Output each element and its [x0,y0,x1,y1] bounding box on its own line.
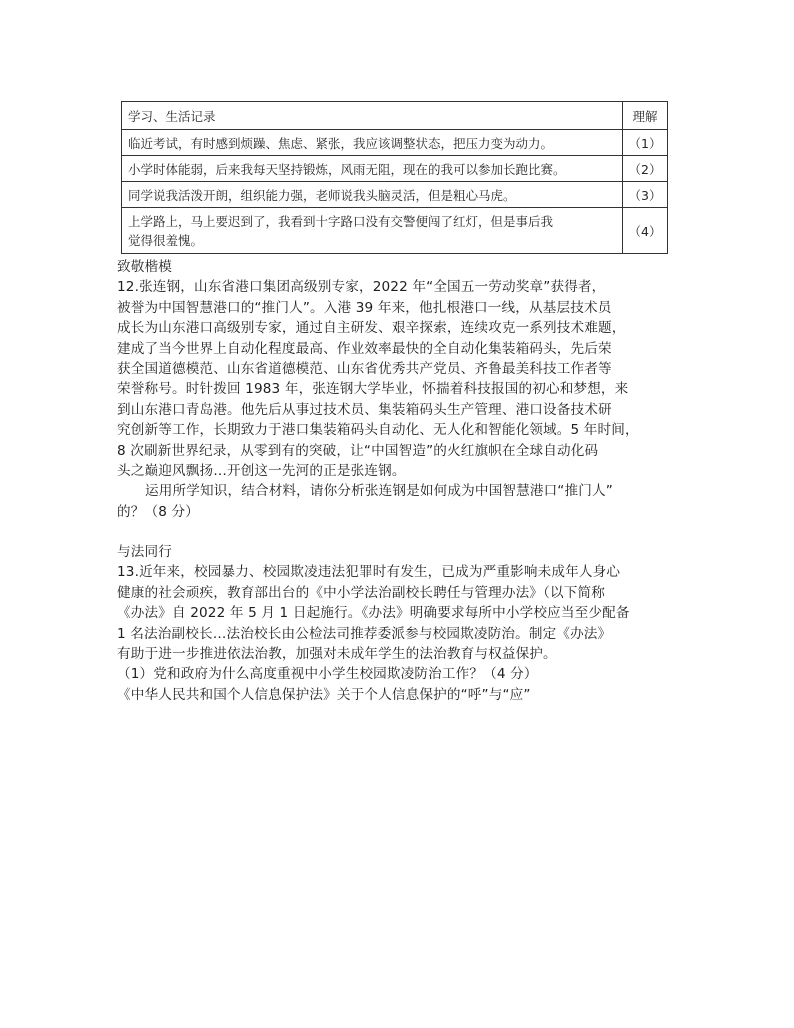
section-law [117,542,685,705]
extra-line: 《中华人民共和国个人信息保护法》关于个人信息保护的“呼”与“应” [117,686,531,703]
paragraph-line: 获全国道德模范、山东省道德模范、山东省优秀共产党员、齐鲁最美科技工作者等 [117,361,612,378]
record-cell: 同学说我活泼开朗，组织能力强，老师说我头脑灵活，但是粗心马虎。 [122,182,623,208]
paragraph-line: 1 名法治副校长…法治校长由公检法司推荐委派参与校园欺凌防治。制定《办法》 [117,625,612,642]
paragraph-line: 被誉为中国智慧港口的“推门人”。入港 39 年来，他扎根港口一线，从基层技术员 [117,299,612,316]
table-row [122,208,668,254]
section-heading: 致敬楷模 [117,259,172,275]
paragraph-line: 荣誉称号。时针拨回 1983 年，张连钢大学毕业，怀揣着科技报国的初心和梦想，来 [117,381,629,398]
record-table [121,101,668,254]
paragraph-line: 成长为山东港口高级别专家，通过自主研发、艰辛探索，连续攻克一系列技术难题， [117,320,626,337]
paragraph-line: 12.张连钢，山东省港口集团高级别专家，2022 年“全国五一劳动奖章”获得者， [117,279,606,296]
record-line: 上学路上，马上要迟到了，我看到十字路口没有交警便闯了红灯，但是事后我 [128,213,554,229]
paragraph-line: 健康的社会顽疾，教育部出台的《中小学法治副校长聘任与管理办法》（以下简称 [117,584,605,601]
record-line: 觉得很羞愧。 [128,232,204,248]
paragraph-line: 到山东港口青岛港。他先后从事过技术员、集装箱码头生产管理、港口设备技术研 [117,401,612,418]
record-cell: 临近考试，有时感到烦躁、焦虑、紧张，我应该调整状态，把压力变为动力。 [122,130,623,156]
mark-cell: （2） [623,156,668,182]
table-row [122,156,668,182]
table-row [122,130,668,156]
record-cell [122,208,623,254]
table-row [122,182,668,208]
mark-cell: （3） [623,182,668,208]
mark-cell: （1） [623,130,668,156]
record-cell: 小学时体能弱，后来我每天坚持锻炼，风雨无阻，现在的我可以参加长跑比赛。 [122,156,623,182]
header-understanding: 理解 [623,102,668,130]
question-line: （1）党和政府为什么高度重视中小学生校园欺凌防治工作？（4 分） [117,666,538,683]
mark-cell: （4） [623,208,668,254]
paragraph-line: 究创新等工作，长期致力于港口集装箱码头自动化、无人化和智能化领域。5 年时间， [117,422,639,439]
paragraph-line: 有助于进一步推进依法治教，加强对未成年学生的法治教育与权益保护。 [117,646,557,663]
section-heading: 与法同行 [117,544,172,560]
table-header-row [122,102,668,130]
section-tribute [117,257,685,522]
paragraph-line: 《办法》自 2022 年 5 月 1 日起施行。《办法》明确要求每所中小学校应当至少配备 [117,605,630,622]
paragraph-line: 头之巅迎风飘扬…开创这一先河的正是张连钢。 [117,463,406,480]
paragraph-line: 13.近年来，校园暴力、校园欺凌违法犯罪时有发生，已成为严重影响未成年人身心 [117,564,621,581]
paragraph-line: 8 次刷新世界纪录，从零到有的突破，让“中国智造”的火红旗帜在全球自动化码 [117,442,599,459]
paragraph-line: 建成了当今世界上自动化程度最高、作业效率最快的全自动化集装箱码头，先后荣 [117,340,612,357]
question-line: 的？（8 分） [117,503,199,520]
question-line: 运用所学知识，结合材料，请你分析张连钢是如何成为中国智慧港口“推门人” [145,483,613,500]
header-record: 学习、生活记录 [122,102,623,130]
